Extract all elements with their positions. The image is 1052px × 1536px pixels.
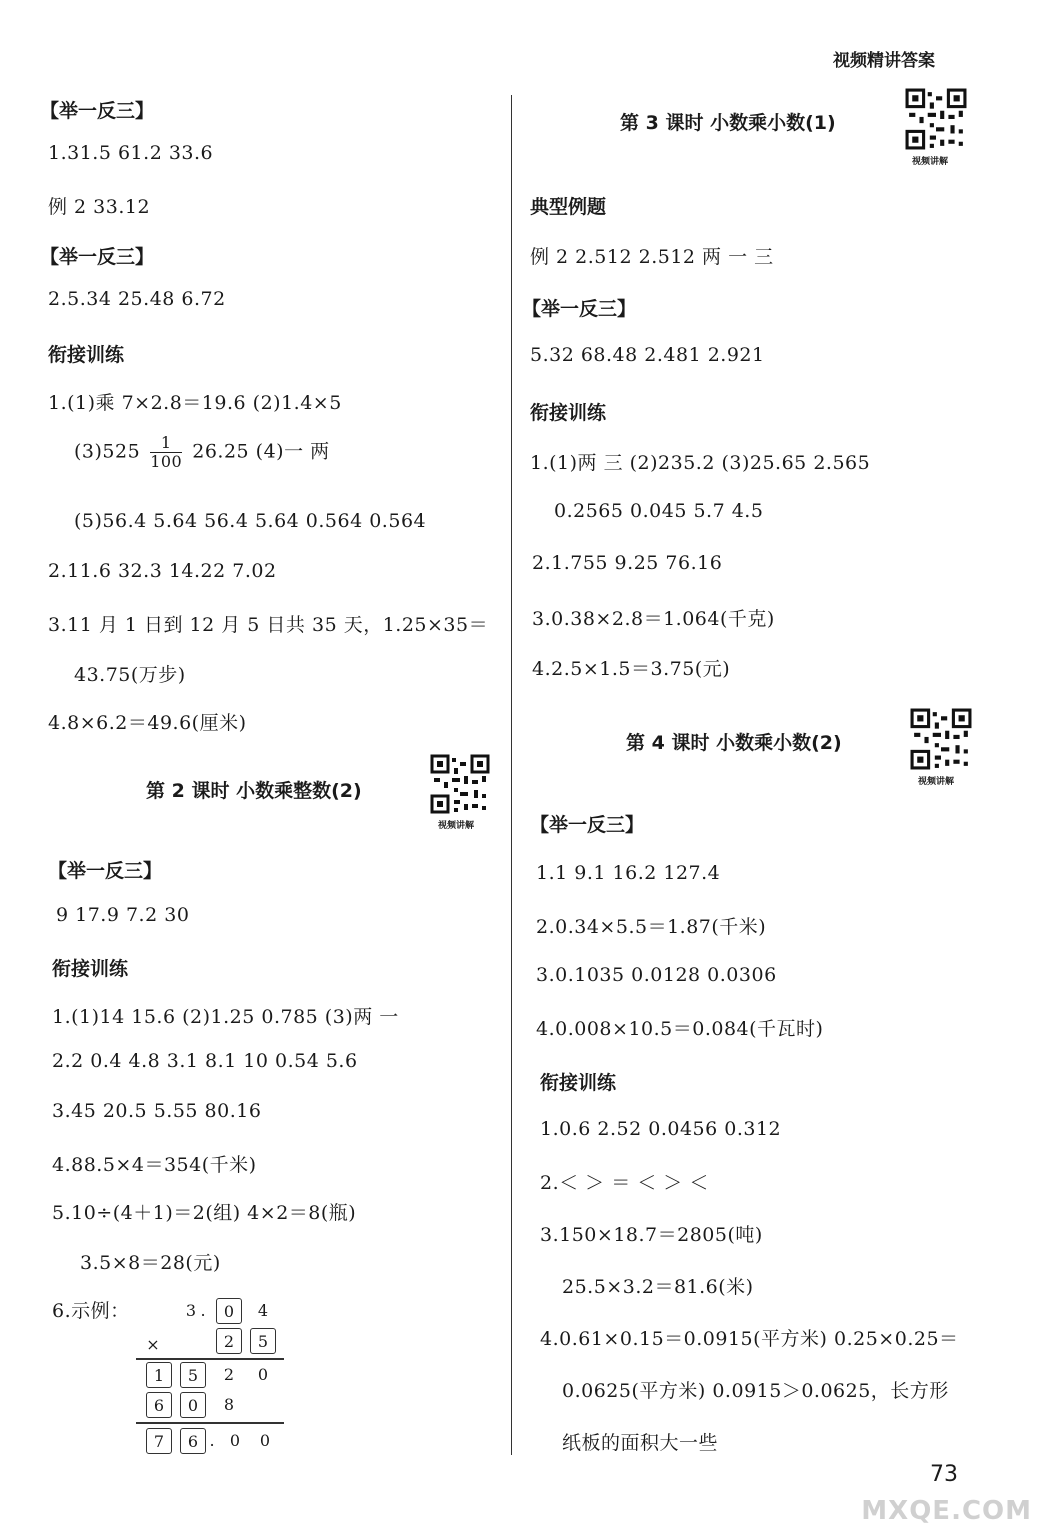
answer-line: 2.11.6 32.3 14.22 7.02 xyxy=(48,560,277,582)
answer-line: 4.2.5×1.5＝3.75(元) xyxy=(532,658,731,680)
column-divider xyxy=(511,95,512,1455)
calc-digit: 8 xyxy=(223,1395,235,1414)
calc-digit: 0 xyxy=(229,1431,241,1450)
answer-line: 1.0.6 2.52 0.0456 0.312 xyxy=(540,1118,782,1140)
answer-line: 9 17.9 7.2 30 xyxy=(56,904,190,926)
answer-line: 3.0.1035 0.0128 0.0306 xyxy=(536,964,777,986)
answer-line: (5)56.4 5.64 56.4 5.64 0.564 0.564 xyxy=(74,510,427,532)
answer-line: 1.31.5 61.2 33.6 xyxy=(48,142,214,164)
calc-box: 7 xyxy=(146,1428,172,1454)
lesson-title: 第 3 课时 小数乘小数(1) xyxy=(620,112,836,134)
answer-line: 25.5×3.2＝81.6(米) xyxy=(562,1276,754,1298)
answer-line: 2.2 0.4 4.8 3.1 8.1 10 0.54 5.6 xyxy=(52,1050,358,1072)
answer-line: 例 2 33.12 xyxy=(48,196,151,218)
calc-box: 5 xyxy=(250,1328,276,1354)
answer-line: 6.示例： xyxy=(52,1300,130,1322)
calc-box: 6 xyxy=(146,1392,172,1418)
page-number: 73 xyxy=(930,1462,958,1487)
answer-line: 43.75(万步) xyxy=(74,664,186,686)
answer-line: 2.＜ ＞ ＝ ＜ ＞ ＜ xyxy=(540,1172,709,1194)
section-heading: 【举一反三】 xyxy=(48,860,163,882)
watermark: MXQE.COM xyxy=(861,1496,1032,1526)
answer-line-fraction xyxy=(74,434,330,471)
lesson-title: 第 4 课时 小数乘小数(2) xyxy=(626,732,842,754)
answer-line: 2.0.34×5.5＝1.87(千米) xyxy=(536,916,767,938)
calc-dot: . xyxy=(200,1301,206,1320)
section-heading: 衔接训练 xyxy=(540,1072,617,1094)
qr-caption: 视频讲解 xyxy=(912,157,949,167)
qr-code-icon[interactable] xyxy=(904,88,968,150)
calc-dot: . xyxy=(209,1431,215,1450)
calc-digit: 3 xyxy=(185,1301,197,1320)
calc-box: 5 xyxy=(180,1362,206,1388)
answer-line: 3.11 月 1 日到 12 月 5 日共 35 天，1.25×35＝ xyxy=(48,614,489,636)
answer-line: 5.10÷(4＋1)＝2(组) 4×2＝8(瓶) xyxy=(52,1202,357,1224)
section-heading: 典型例题 xyxy=(530,196,607,218)
section-heading: 衔接训练 xyxy=(52,958,129,980)
answer-line: 2.1.755 9.25 76.16 xyxy=(532,552,723,574)
calc-box: 1 xyxy=(146,1362,172,1388)
qr-caption: 视频讲解 xyxy=(918,777,955,787)
section-heading: 【举一反三】 xyxy=(40,246,155,268)
lesson-title: 第 2 课时 小数乘整数(2) xyxy=(146,780,362,802)
answer-line: 1.1 9.1 16.2 127.4 xyxy=(536,862,721,884)
section-heading: 衔接训练 xyxy=(530,402,607,424)
answer-line: 0.0625(平方米) 0.0915＞0.0625，长方形 xyxy=(562,1380,949,1402)
calc-box: 0 xyxy=(216,1298,242,1324)
answer-line: 3.45 20.5 5.55 80.16 xyxy=(52,1100,262,1122)
qr-caption: 视频讲解 xyxy=(438,821,475,831)
section-heading: 衔接训练 xyxy=(48,344,125,366)
answer-line: 4.88.5×4＝354(千米) xyxy=(52,1154,257,1176)
calc-digit: 2 xyxy=(223,1365,235,1384)
calc-box: 6 xyxy=(180,1428,206,1454)
calc-times: × xyxy=(146,1335,160,1354)
answer-text: 26.25 (4)一 两 xyxy=(192,440,330,463)
qr-code-icon[interactable] xyxy=(430,754,490,814)
answer-line: 4.0.008×10.5＝0.084(千瓦时) xyxy=(536,1018,824,1040)
answer-text: (3)525 xyxy=(74,440,141,463)
calc-digit: 0 xyxy=(259,1431,271,1450)
fraction-numerator: 1 xyxy=(150,434,182,453)
calc-rule xyxy=(136,1422,284,1424)
answer-line: 1.(1)乘 7×2.8＝19.6 (2)1.4×5 xyxy=(48,392,342,414)
answer-line: 3.150×18.7＝2805(吨) xyxy=(540,1224,763,1246)
fraction xyxy=(150,434,182,471)
section-heading: 【举一反三】 xyxy=(530,814,645,836)
answer-line: 4.0.61×0.15＝0.0915(平方米) 0.25×0.25＝ xyxy=(540,1328,959,1350)
section-heading: 【举一反三】 xyxy=(522,298,637,320)
answer-line: 3.0.38×2.8＝1.064(千克) xyxy=(532,608,775,630)
header-title: 视频精讲答案 xyxy=(833,51,935,71)
calc-digit: 0 xyxy=(257,1365,269,1384)
qr-code-icon[interactable] xyxy=(910,708,972,770)
calc-box: 0 xyxy=(180,1392,206,1418)
answer-line: 1.(1)14 15.6 (2)1.25 0.785 (3)两 一 xyxy=(52,1006,399,1028)
fraction-denominator: 100 xyxy=(150,452,183,471)
answer-line: 0.2565 0.045 5.7 4.5 xyxy=(554,500,764,522)
answer-line: 5.32 68.48 2.481 2.921 xyxy=(530,344,765,366)
answer-line: 例 2 2.512 2.512 两 一 三 xyxy=(530,246,774,268)
section-heading: 【举一反三】 xyxy=(40,100,155,122)
answer-line: 2.5.34 25.48 6.72 xyxy=(48,288,226,310)
calc-digit: 4 xyxy=(257,1301,269,1320)
calc-box: 2 xyxy=(216,1328,242,1354)
answer-line: 1.(1)两 三 (2)235.2 (3)25.65 2.565 xyxy=(530,452,871,474)
calc-rule xyxy=(136,1358,284,1360)
answer-line: 3.5×8＝28(元) xyxy=(80,1252,221,1274)
answer-line: 纸板的面积大一些 xyxy=(562,1432,719,1454)
answer-line: 4.8×6.2＝49.6(厘米) xyxy=(48,712,247,734)
